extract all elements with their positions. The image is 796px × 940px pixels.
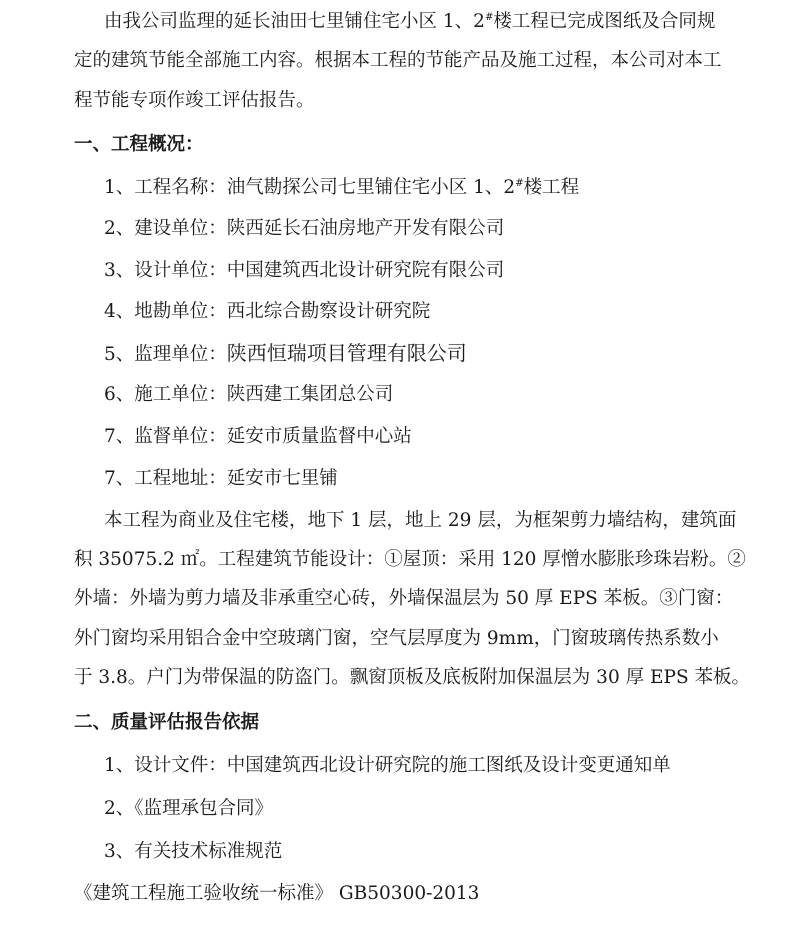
intro-line-1 [104,9,715,35]
intro-text: 由我公司监理的延长油田七里铺住宅小区 1、2 [104,11,485,32]
item-value: 陕西延长石油房地产开发有限公司 [226,218,505,239]
item-value: 西北综合勘察设计研究院 [226,301,431,322]
list-item [104,382,393,408]
list-item: 3、有关技术标准规范 [104,841,283,862]
item-value: 延安市质量监督中心站 [226,426,412,447]
standard-reference: 《建筑工程施工验收统一标准》 GB50300-2013 [74,883,480,904]
list-item [104,258,504,284]
description-line: 于 3.8。户门为带保温的防盗门。飘窗顶板及底板附加保温层为 30 厚 EPS 苯板。 [74,667,750,688]
item-label: 3、设计单位： [104,260,227,281]
section-heading-overview: 一、工程概况： [74,134,204,155]
item-label: 2、建设单位： [104,218,227,239]
item-label: 6、施工单位： [104,384,227,405]
description-line: 积 35075.2 ㎡。工程建筑节能设计：①屋顶：采用 120 厚憎水膨胀珍珠岩粉。② [74,549,746,570]
superscript-mark: # [484,12,494,23]
list-item [104,424,412,450]
list-item [104,466,338,492]
item-label: 1、工程名称： [104,177,227,198]
description-line: 本工程为商业及住宅楼，地下 1 层，地上 29 层，为框架剪力墙结构，建筑面 [104,510,737,531]
superscript-mark: # [515,178,524,189]
item-label: 4、地勘单位： [104,301,227,322]
item-value-suffix: 楼工程 [523,177,580,198]
description-line: 外门窗均采用铝合金中空玻璃门窗，空气层厚度为 9mm，门窗玻璃传热系数小 [74,628,719,649]
intro-line-2: 定的建筑节能全部施工内容。根据本工程的节能产品及施工过程，本公司对本工 [74,50,722,71]
intro-text: 楼工程已完成图纸及合同规 [493,11,716,32]
list-item [104,299,430,325]
list-item [104,340,467,368]
list-item [104,216,504,242]
item-label: 5、监理单位： [104,344,227,365]
item-label: 7、监督单位： [104,426,227,447]
list-item [104,175,579,201]
list-item: 1、设计文件：中国建筑西北设计研究院的施工图纸及设计变更通知单 [104,755,671,776]
item-label: 7、工程地址： [104,468,227,489]
item-value: 油气勘探公司七里铺住宅小区 1、2 [226,177,516,198]
list-item: 2、《监理承包合同》 [104,798,274,819]
item-value: 延安市七里铺 [226,468,338,489]
section-heading-basis: 二、质量评估报告依据 [74,712,260,733]
intro-line-3: 程节能专项作竣工评估报告。 [74,90,315,111]
item-value: 陕西恒瑞项目管理有限公司 [226,341,467,365]
item-value: 陕西建工集团总公司 [226,384,394,405]
item-value: 中国建筑西北设计研究院有限公司 [226,260,505,281]
description-line: 外墙：外墙为剪力墙及非承重空心砖，外墙保温层为 50 厚 EPS 苯板。③门窗： [74,588,734,609]
